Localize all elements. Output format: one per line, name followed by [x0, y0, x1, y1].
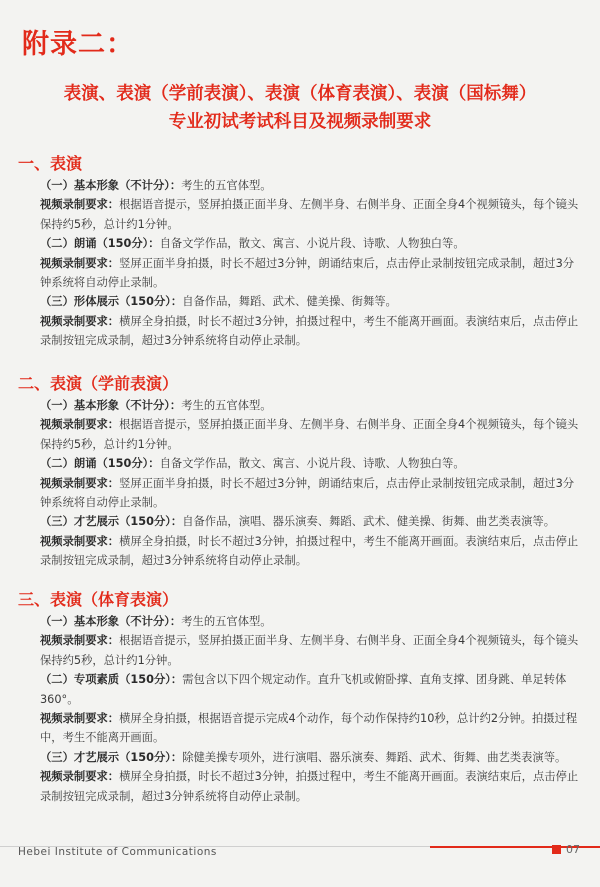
requirement-text: 横屏全身拍摄，时长不超过3分钟，拍摄过程中，考生不能离开画面。表演结束后，点击停止录制按钮完成录制，超过3分钟系统将自动停止录制。 [40, 314, 579, 348]
item-paragraph [18, 512, 584, 531]
requirement-text: 竖屏正面半身拍摄，时长不超过3分钟，朗诵结束后，点击停止录制按钮完成录制，超过3分钟系统将自动停止录制。 [40, 256, 575, 290]
requirement-text: 横屏全身拍摄，时长不超过3分钟，拍摄过程中，考生不能离开画面。表演结束后，点击停止录制按钮完成录制，超过3分钟系统将自动停止录制。 [40, 534, 579, 568]
requirement-paragraph [18, 415, 584, 454]
requirement-paragraph [18, 631, 584, 670]
item-paragraph [18, 748, 584, 767]
requirement-label: 视频录制要求： [40, 198, 120, 212]
requirement-label: 视频录制要求： [40, 476, 120, 490]
item-label: （三）才艺展示（150分）： [40, 750, 183, 764]
item-text: 考生的五官体型。 [181, 615, 272, 628]
requirement-paragraph [18, 709, 584, 748]
item-text: 自备文学作品，散文、寓言、小说片段、诗歌、人物独白等。 [159, 237, 465, 251]
requirement-paragraph [18, 532, 584, 571]
section-heading: 三、表演（体育表演） [18, 590, 179, 609]
item-text: 考生的五官体型。 [181, 179, 272, 192]
requirement-paragraph [18, 195, 584, 234]
item-text: 需包含以下四个规定动作。直升飞机或俯卧撑、直角支撑、团身跳、单足转体360°。 [40, 673, 567, 706]
item-label: （一）基本形象（不计分）： [40, 179, 182, 192]
requirement-text: 横屏全身拍摄，时长不超过3分钟，拍摄过程中，考生不能离开画面。表演结束后，点击停止录制按钮完成录制，超过3分钟系统将自动停止录制。 [40, 770, 579, 803]
requirement-text: 根据语音提示，竖屏拍摄正面半身、左侧半身、右侧半身、正面全身4个视频镜头，每个镜头保持约5秒，总计约1分钟。 [40, 634, 579, 667]
requirement-label: 视频录制要求： [40, 712, 120, 726]
main-title-line2: 专业初试考试科目及视频录制要求 [168, 112, 432, 132]
section-heading: 二、表演（学前表演） [18, 374, 179, 393]
item-paragraph [18, 292, 584, 311]
item-label: （三）才艺展示（150分）： [40, 515, 183, 529]
requirement-text: 根据语音提示，竖屏拍摄正面半身、左侧半身、右侧半身、正面全身4个视频镜头，每个镜头保持约5秒，总计约1分钟。 [40, 418, 579, 451]
requirement-paragraph [18, 312, 584, 351]
item-paragraph [18, 670, 584, 709]
item-label: （一）基本形象（不计分）： [40, 615, 182, 628]
requirement-paragraph [18, 254, 584, 293]
item-label: （二）朗诵（150分）： [40, 457, 160, 471]
requirement-text: 横屏全身拍摄，根据语音提示完成4个动作，每个动作保持约10秒，总计约2分钟。拍摄过程中，考生不能离开画面。 [40, 712, 578, 745]
item-paragraph [18, 396, 584, 415]
section-sports-performance [18, 588, 584, 806]
requirement-label: 视频录制要求： [40, 770, 120, 784]
item-text: 考生的五官体型。 [181, 399, 272, 412]
item-paragraph [18, 454, 584, 473]
page-marker-square [552, 845, 561, 854]
item-paragraph [18, 612, 584, 631]
section-heading: 一、表演 [18, 154, 83, 173]
item-label: （一）基本形象（不计分）： [40, 399, 182, 412]
item-text: 除健美操专项外，进行演唱、器乐演奏、舞蹈、武术、街舞、曲艺类表演等。 [182, 750, 567, 764]
item-text: 自备文学作品，散文、寓言、小说片段、诗歌、人物独白等。 [159, 457, 465, 471]
item-label: （二）朗诵（150分）： [40, 237, 160, 251]
item-text: 自备作品，演唱、器乐演奏、舞蹈、武术、健美操、街舞、曲艺类表演等。 [182, 515, 556, 529]
appendix-title: 附录二： [22, 29, 134, 60]
requirement-label: 视频录制要求： [40, 314, 120, 328]
requirement-text: 根据语音提示，竖屏拍摄正面半身、左侧半身、右侧半身、正面全身4个视频镜头，每个镜头保持约5秒，总计约1分钟。 [40, 198, 579, 231]
section-performance [18, 152, 584, 351]
requirement-label: 视频录制要求： [40, 534, 120, 548]
item-paragraph [18, 176, 584, 195]
page-number: 07 [566, 843, 580, 856]
requirement-label: 视频录制要求： [40, 256, 120, 270]
footer-institution: Hebei Institute of Communications [18, 846, 217, 858]
item-paragraph [18, 234, 584, 253]
section-preschool-performance [18, 372, 584, 571]
item-text: 自备作品，舞蹈、武术、健美操、街舞等。 [182, 295, 397, 309]
requirement-label: 视频录制要求： [40, 418, 120, 432]
requirement-paragraph [18, 767, 584, 806]
main-title-line1: 表演、表演（学前表演）、表演（体育表演）、表演（国标舞） [63, 84, 537, 104]
item-label: （二）专项素质（150分）： [40, 673, 183, 687]
requirement-label: 视频录制要求： [40, 634, 120, 648]
requirement-paragraph [18, 474, 584, 513]
requirement-text: 竖屏正面半身拍摄，时长不超过3分钟，朗诵结束后，点击停止录制按钮完成录制，超过3分钟系统将自动停止录制。 [40, 476, 575, 510]
item-label: （三）形体展示（150分）： [40, 295, 183, 309]
